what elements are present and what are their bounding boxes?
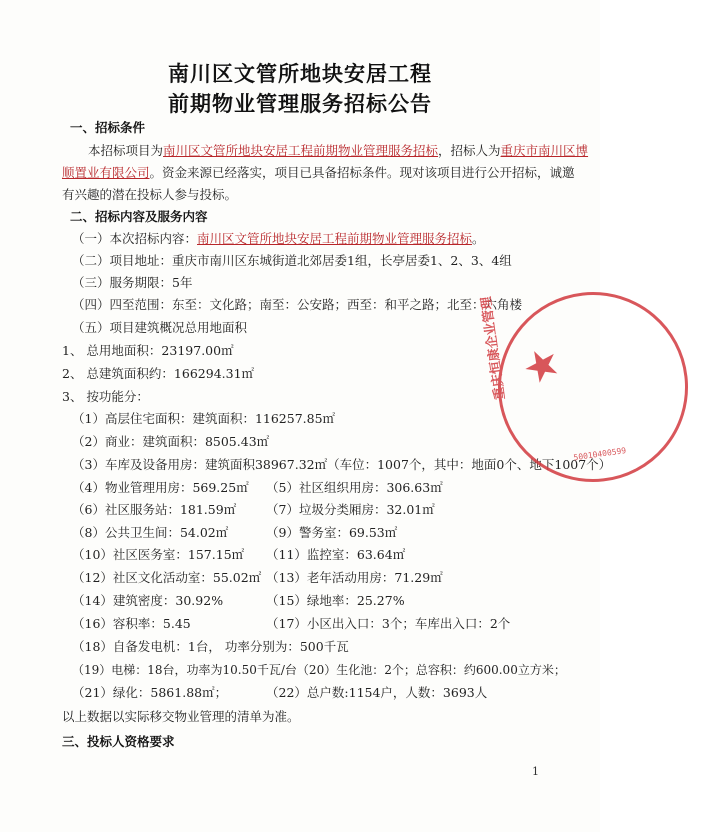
tenderer-name: 重庆市南川区博 [500, 143, 589, 158]
text-span: 本招标项目为 [88, 143, 164, 158]
function-line: （10）社区医务室：157.15㎡ [72, 547, 245, 562]
function-line: （7）垃圾分类厢房：32.01㎡ [266, 502, 435, 517]
function-line: （4）物业管理用房：569.25㎡ [72, 480, 249, 495]
document-title-line-2: 前期物业管理服务招标公告 [168, 92, 432, 116]
function-line: （13）老年活动用房：71.29㎡ [266, 570, 443, 585]
function-line: （9）警务室：69.53㎡ [266, 525, 398, 540]
seal-text: 重庆恒康企业管理 [479, 295, 509, 401]
numbered-line: 1、 总用地面积：23197.00㎡ [62, 343, 234, 358]
project-name-link: 南川区文管所地块安居工程前期物业管理服务招标 [163, 143, 439, 158]
paragraph-line: 有兴趣的潜在投标人参与投标。 [62, 187, 238, 202]
seal-star-icon: ★ [513, 334, 570, 396]
function-line: （18）自备发电机：1台， 功率分别为：500千瓦 [72, 639, 349, 654]
page-number: 1 [532, 765, 539, 778]
function-line: （8）公共卫生间：54.02㎡ [72, 525, 229, 540]
function-line: （11）监控室：63.64㎡ [266, 547, 406, 562]
function-line: （19）电梯：18台，功率为10.50千瓦/台（20）生化池：2个；总容积：约600.00立方米； [72, 663, 566, 677]
text-span: 。资金来源已经落实，项目已具备招标条件。现对该项目进行公开招标，诚邀 [149, 165, 575, 180]
item-line: （二）项目地址：重庆市南川区东城街道北郊居委1组，长亭居委1、2、3、4组 [72, 253, 512, 268]
paragraph-line [62, 166, 575, 180]
text-span: ，招标人为 [438, 143, 501, 158]
function-line: （12）社区文化活动室：55.02㎡ [72, 570, 262, 585]
numbered-line: 3、 按功能分： [62, 389, 149, 404]
section-heading-content: 二、招标内容及服务内容 [70, 209, 208, 224]
function-line: （15）绿地率：25.27% [266, 593, 405, 608]
function-line: （3）车库及设备用房：建筑面积38967.32㎡（车位：1007个，其中：地面0个、地下1007个） [72, 457, 612, 472]
numbered-line: 2、 总建筑面积约：166294.31㎡ [62, 366, 255, 381]
tenderer-name: 顺置业有限公司 [62, 165, 150, 180]
item-line [72, 232, 485, 246]
seal-number: 50010400599 [572, 446, 627, 463]
function-line: （5）社区组织用房：306.63㎡ [266, 480, 443, 495]
function-line: （14）建筑密度：30.92% [72, 593, 224, 608]
section-heading-qualification: 三、投标人资格要求 [62, 734, 175, 749]
item-line: （五）项目建筑概况总用地面积 [72, 320, 248, 335]
section-heading-conditions: 一、招标条件 [70, 120, 146, 135]
item-line: （三）服务期限：5年 [72, 275, 193, 290]
function-line: （2）商业：建筑面积：8505.43㎡ [72, 434, 270, 449]
item-line: （四）四至范围：东至：文化路；南至：公安路；西至：和平之路；北至：六角楼 [72, 297, 523, 312]
document-title-line-1: 南川区文管所地块安居工程 [168, 62, 432, 86]
text-span: （一）本次招标内容： [72, 231, 198, 246]
function-line: （1）高层住宅面积：建筑面积：116257.85㎡ [72, 411, 336, 426]
note-line: 以上数据以实际移交物业管理的清单为准。 [62, 709, 300, 724]
paragraph-line [88, 144, 588, 158]
function-line: （17）小区出入口：3个；车库出入口：2个 [266, 616, 511, 631]
tender-content-name: 南川区文管所地块安居工程前期物业管理服务招标 [197, 231, 473, 246]
text-span: 。 [472, 231, 485, 246]
function-line: （22）总户数:1154户，人数：3693人 [266, 685, 488, 700]
function-line: （6）社区服务站：181.59㎡ [72, 502, 237, 517]
function-line: （21）绿化：5861.88㎡； [72, 685, 228, 700]
function-line: （16）容积率：5.45 [72, 616, 191, 631]
